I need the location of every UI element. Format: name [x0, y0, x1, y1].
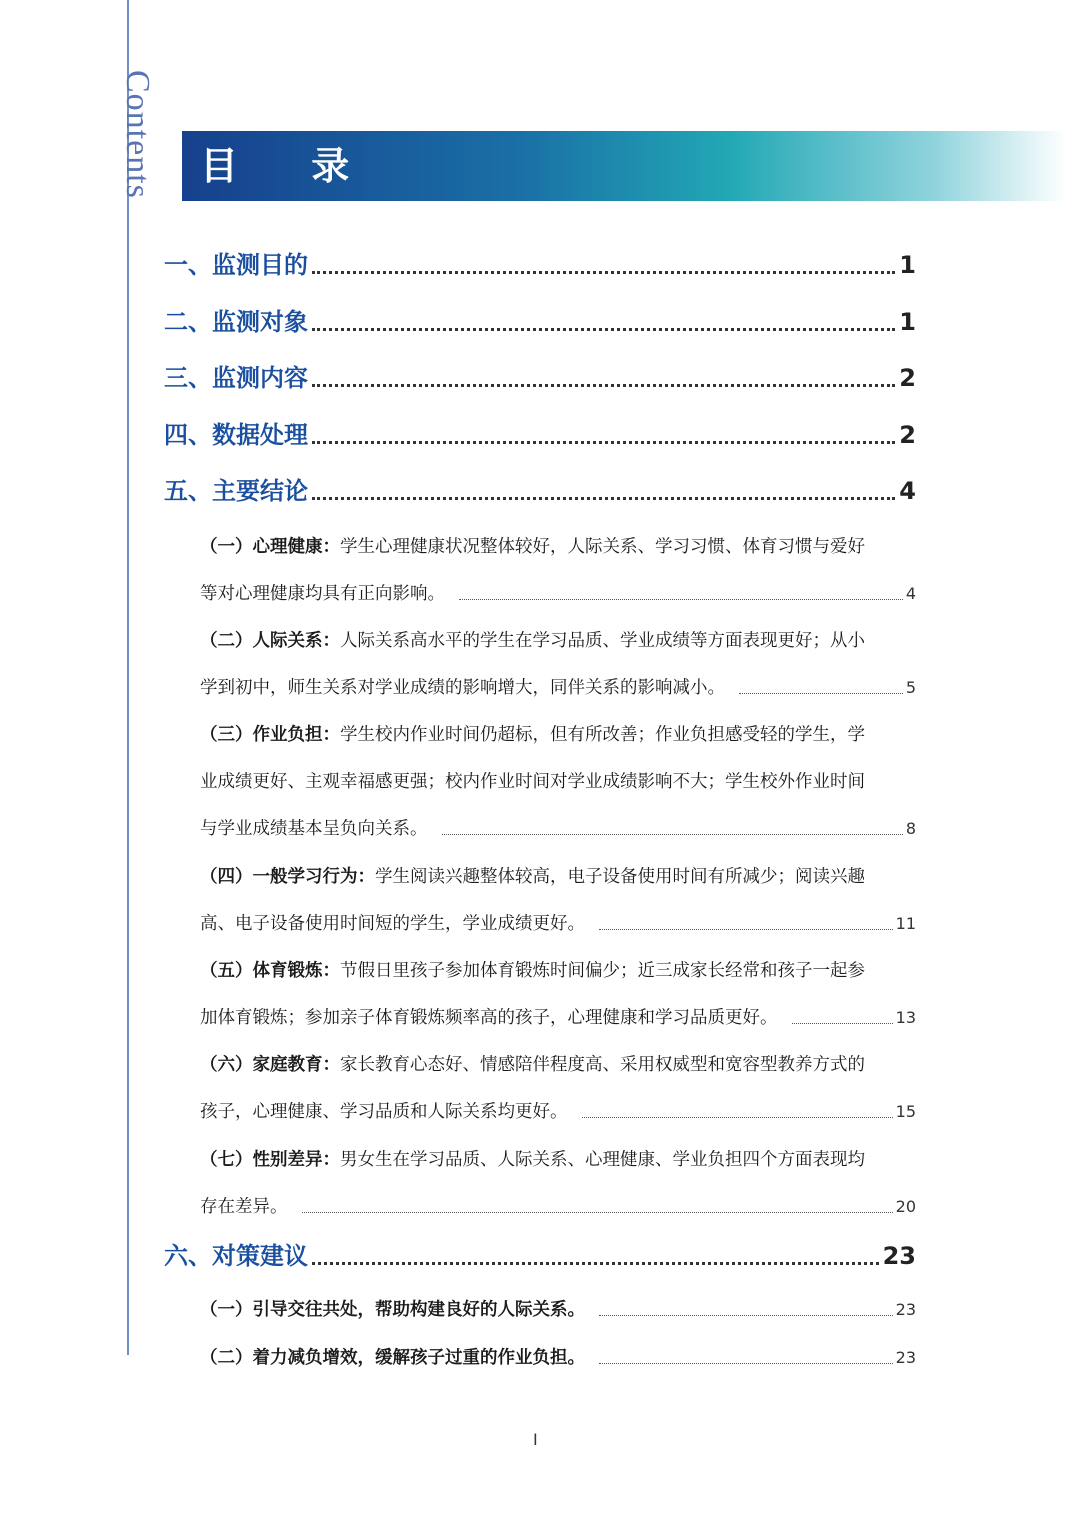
subentry-prefix: （四）一般学习行为： [200, 867, 375, 887]
subentry-page: 8 [905, 819, 916, 838]
leader-dots [792, 1023, 893, 1024]
subentry-page: 23 [895, 1348, 916, 1367]
subentry-text: 人际关系高水平的学生在学习品质、学业成绩等方面表现更好；从小 [340, 631, 865, 651]
subentry-prefix: （六）家庭教育： [200, 1055, 340, 1075]
subentry-page: 4 [905, 584, 916, 603]
toc-subentry-mental-health-cont[interactable] [200, 579, 916, 609]
leader-dots [312, 1262, 879, 1265]
toc-entry-label: 五、主要结论 [164, 477, 308, 505]
leader-dots [312, 271, 895, 274]
left-vertical-rule [127, 0, 129, 1355]
toc-entry-label: 二、监测对象 [164, 308, 308, 336]
subentry-text: 加体育锻炼；参加亲子体育锻炼频率高的孩子，心理健康和学习品质更好。 [200, 1008, 778, 1028]
leader-dots [459, 599, 903, 600]
subentry-prefix: （一）心理健康： [200, 537, 340, 557]
subentry-text: 学生校内作业时间仍超标，但有所改善；作业负担感受轻的学生，学 [340, 725, 865, 745]
subentry-text: （二）着力减负增效，缓解孩子过重的作业负担。 [200, 1348, 585, 1368]
toc-subentry-gender-differences-cont[interactable] [200, 1192, 916, 1222]
subentry-page: 11 [895, 914, 916, 933]
toc-subentry-relationships-cont[interactable] [200, 673, 916, 703]
leader-dots [312, 384, 895, 387]
subentry-text: 存在差异。 [200, 1197, 288, 1217]
leader-dots [442, 834, 903, 835]
toc-entry-recommendations[interactable] [164, 1231, 916, 1271]
leader-dots [599, 1363, 893, 1364]
toc-entry-data-processing[interactable] [164, 410, 916, 450]
toc-subentry-family-education[interactable] [200, 1050, 916, 1080]
toc-entry-page: 1 [899, 308, 916, 336]
toc-entry-page: 2 [899, 364, 916, 392]
toc-entry-label: 一、监测目的 [164, 251, 308, 279]
toc-subentry-family-education-cont[interactable] [200, 1097, 916, 1127]
toc-entry-label: 四、数据处理 [164, 421, 308, 449]
subentry-text: 学生阅读兴趣整体较高，电子设备使用时间有所减少；阅读兴趣 [375, 867, 865, 887]
subentry-text: （一）引导交往共处，帮助构建良好的人际关系。 [200, 1300, 585, 1320]
toc-subentry-relationships[interactable] [200, 626, 916, 656]
toc-entry-label: 六、对策建议 [164, 1242, 308, 1270]
page-title: 目 录 [200, 144, 380, 188]
leader-dots [739, 693, 903, 694]
toc-entry-monitoring-content[interactable] [164, 353, 916, 393]
toc-subentry-reduce-burden[interactable] [200, 1343, 916, 1373]
toc-subentry-physical-exercise[interactable] [200, 956, 916, 986]
subentry-page: 15 [895, 1102, 916, 1121]
subentry-page: 23 [895, 1300, 916, 1319]
toc-subentry-learning-behavior[interactable] [200, 862, 916, 892]
leader-dots [599, 929, 893, 930]
contents-vertical-label: Contents [119, 70, 156, 199]
toc-entry-page: 1 [899, 251, 916, 279]
leader-dots [302, 1212, 893, 1213]
subentry-text: 家长教育心态好、情感陪伴程度高、采用权威型和宽容型教养方式的 [340, 1055, 865, 1075]
subentry-page: 20 [895, 1197, 916, 1216]
toc-subentry-learning-behavior-cont[interactable] [200, 909, 916, 939]
toc-entry-page: 4 [899, 477, 916, 505]
toc-subentry-guide-interaction[interactable] [200, 1295, 916, 1325]
title-banner [182, 131, 1066, 201]
subentry-text: 与学业成绩基本呈负向关系。 [200, 819, 428, 839]
subentry-text: 孩子，心理健康、学习品质和人际关系均更好。 [200, 1102, 568, 1122]
subentry-text: 等对心理健康均具有正向影响。 [200, 584, 445, 604]
toc-entry-monitoring-purpose[interactable] [164, 240, 916, 280]
leader-dots [312, 441, 895, 444]
subentry-prefix: （七）性别差异： [200, 1150, 340, 1170]
subentry-text: 学到初中，师生关系对学业成绩的影响增大，同伴关系的影响减小。 [200, 678, 725, 698]
subentry-prefix: （二）人际关系： [200, 631, 340, 651]
leader-dots [312, 328, 895, 331]
toc-subentry-homework[interactable] [200, 720, 916, 750]
toc-subentry-physical-exercise-cont[interactable] [200, 1003, 916, 1033]
toc-entry-main-conclusions[interactable] [164, 466, 916, 506]
toc-entry-page: 23 [882, 1242, 916, 1270]
leader-dots [582, 1117, 893, 1118]
subentry-text: 业成绩更好、主观幸福感更强；校内作业时间对学业成绩影响不大；学生校外作业时间 [200, 772, 865, 792]
toc-entry-label: 三、监测内容 [164, 364, 308, 392]
toc-subentry-homework-cont2[interactable] [200, 814, 916, 844]
toc-entry-monitoring-subjects[interactable] [164, 297, 916, 337]
toc-entry-page: 2 [899, 421, 916, 449]
leader-dots [599, 1315, 893, 1316]
leader-dots [312, 497, 895, 500]
subentry-page: 13 [895, 1008, 916, 1027]
subentry-text: 节假日里孩子参加体育锻炼时间偏少；近三成家长经常和孩子一起参 [340, 961, 865, 981]
subentry-prefix: （三）作业负担： [200, 725, 340, 745]
subentry-text: 学生心理健康状况整体较好，人际关系、学习习惯、体育习惯与爱好 [340, 537, 865, 557]
subentry-page: 5 [905, 678, 916, 697]
toc-subentry-mental-health[interactable] [200, 532, 916, 562]
page-number: I [533, 1430, 538, 1449]
subentry-text: 男女生在学习品质、人际关系、心理健康、学业负担四个方面表现均 [340, 1150, 865, 1170]
subentry-prefix: （五）体育锻炼： [200, 961, 340, 981]
toc-subentry-gender-differences[interactable] [200, 1145, 916, 1175]
toc-subentry-homework-cont[interactable] [200, 767, 916, 797]
subentry-text: 高、电子设备使用时间短的学生，学业成绩更好。 [200, 914, 585, 934]
